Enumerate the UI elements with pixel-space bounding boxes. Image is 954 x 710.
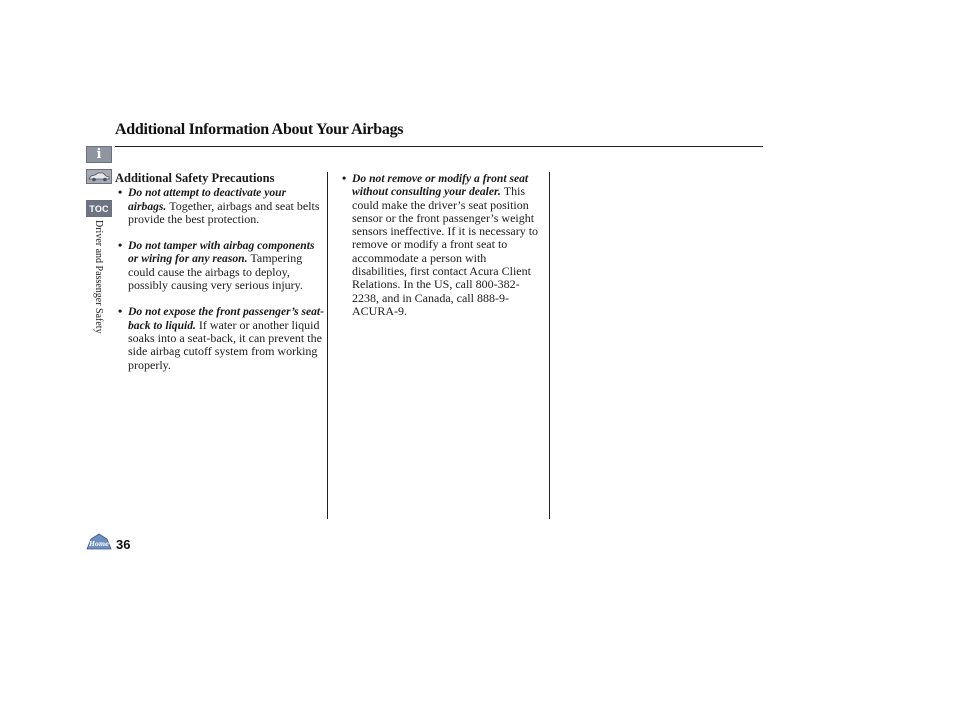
home-label: Home <box>89 541 109 548</box>
precaution-lead: Do not tamper with airbag components or wiring for any reason. <box>128 239 315 266</box>
section-subheading: Additional Safety Precautions <box>115 171 275 185</box>
title-divider <box>115 146 763 147</box>
column-divider-2 <box>549 172 550 519</box>
bullet: • <box>118 238 123 253</box>
precaution-item <box>339 172 544 318</box>
precaution-item <box>115 305 327 371</box>
precaution-body: This could make the driver’s seat position sensor or the front passenger’s weight sensors ineffective. If it is necessary to remove or modify a front seat to accommodate a person with disabilities, first contact Acura Client Relations. In the US, call 800-382-2238, and in Canada, call 888-9-ACURA-9. <box>352 184 539 318</box>
precaution-body: Tampering could cause the airbags to deploy, possibly causing very serious injury. <box>128 251 303 293</box>
home-button[interactable] <box>86 533 112 550</box>
precaution-lead: Do not attempt to deactivate your airbags. <box>128 186 287 213</box>
home-icon <box>86 533 112 550</box>
toc-label: TOC <box>89 203 109 214</box>
car-icon <box>88 171 110 182</box>
precaution-lead: Do not expose the front passenger’s seat-back to liquid. <box>128 305 325 332</box>
bullet: • <box>118 185 123 200</box>
page-title: Additional Information About Your Airbags <box>115 121 404 138</box>
precaution-lead: Do not remove or modify a front seat without consulting your dealer. <box>352 172 529 199</box>
content-column-1 <box>115 172 327 385</box>
precaution-item <box>115 186 327 226</box>
content-column-2 <box>339 172 544 331</box>
info-icon: i <box>96 147 102 162</box>
precaution-item <box>115 239 327 292</box>
bullet: • <box>118 304 123 319</box>
column-divider-1 <box>327 172 328 519</box>
page-number: 36 <box>116 537 131 552</box>
bullet: • <box>342 171 347 185</box>
info-button[interactable] <box>86 146 112 163</box>
section-tab: Driver and Passenger Safety <box>93 220 104 334</box>
toc-button[interactable] <box>86 200 112 217</box>
car-button[interactable] <box>86 169 112 184</box>
precaution-body: If water or another liquid soaks into a seat-back, it can prevent the side airbag cutoff system from working properly. <box>128 317 322 372</box>
precaution-body: Together, airbags and seat belts provide the best protection. <box>128 198 320 226</box>
